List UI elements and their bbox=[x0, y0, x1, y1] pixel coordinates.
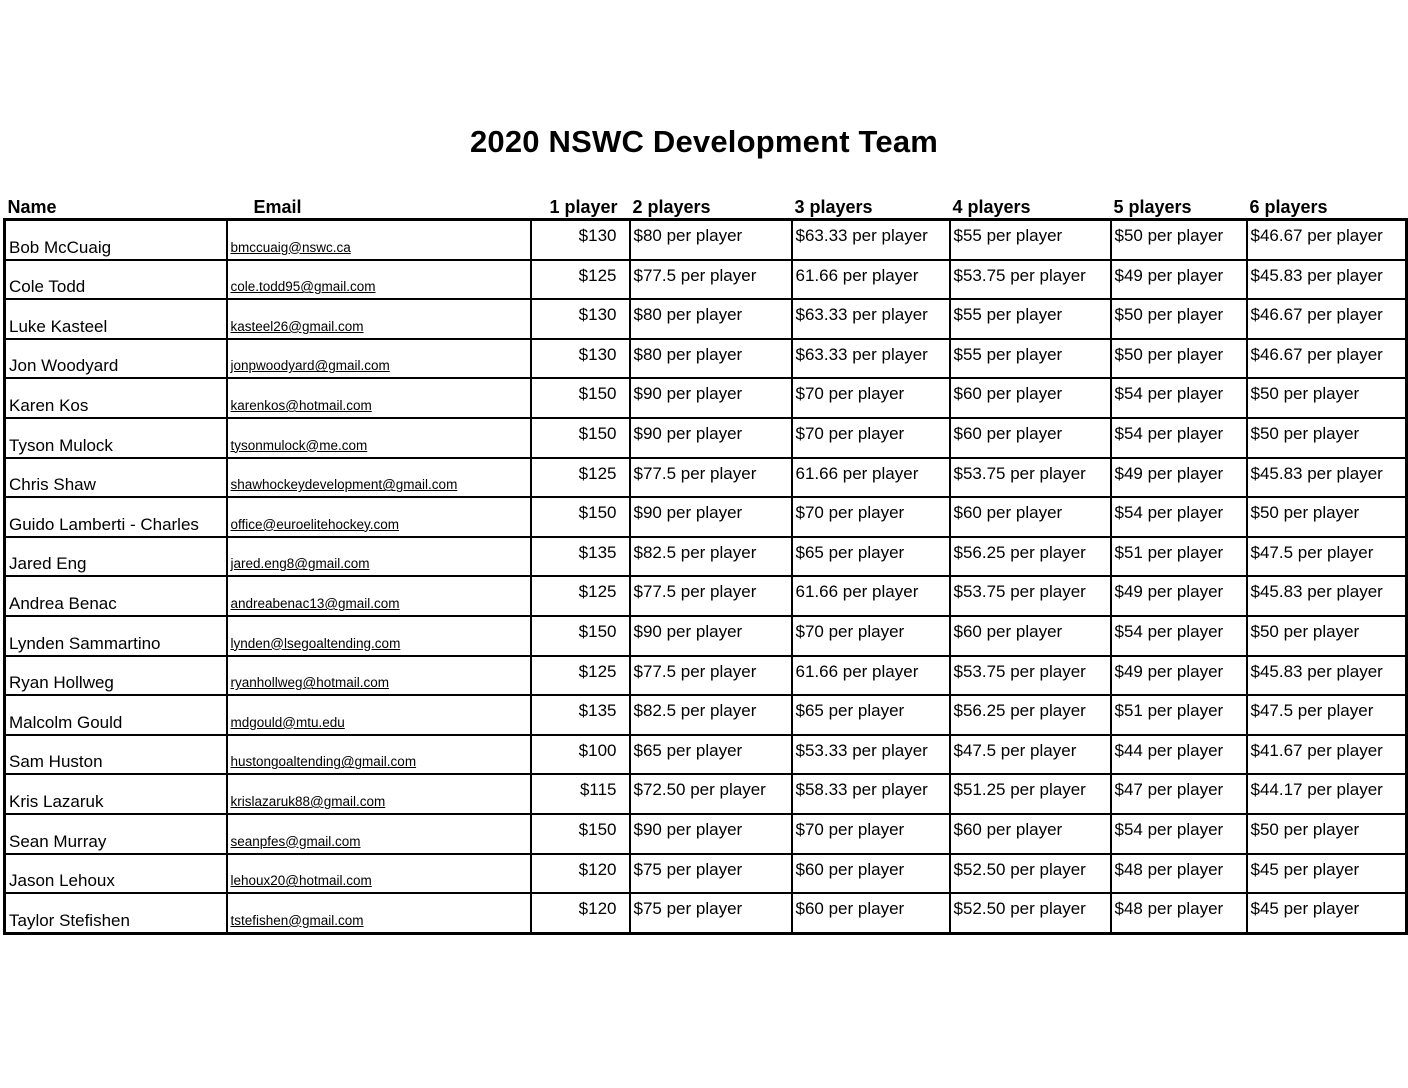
email-cell bbox=[227, 774, 531, 814]
price-6-players: $45.83 per player bbox=[1247, 458, 1407, 498]
header-row bbox=[5, 193, 1407, 220]
price-1-player: $150 bbox=[531, 616, 630, 656]
price-1-player: $125 bbox=[531, 576, 630, 616]
price-5-players: $47 per player bbox=[1111, 774, 1247, 814]
price-4-players: $53.75 per player bbox=[950, 458, 1111, 498]
price-4-players: $53.75 per player bbox=[950, 576, 1111, 616]
price-6-players: $45.83 per player bbox=[1247, 576, 1407, 616]
price-2-players: $90 per player bbox=[630, 378, 792, 418]
price-6-players: $44.17 per player bbox=[1247, 774, 1407, 814]
price-2-players: $90 per player bbox=[630, 616, 792, 656]
price-4-players: $53.75 per player bbox=[950, 656, 1111, 696]
price-6-players: $45.83 per player bbox=[1247, 656, 1407, 696]
price-2-players: $75 per player bbox=[630, 893, 792, 933]
price-3-players: $60 per player bbox=[792, 893, 950, 933]
price-6-players: $45 per player bbox=[1247, 854, 1407, 894]
email-link[interactable]: office@euroelitehockey.com bbox=[230, 516, 400, 532]
price-6-players: $50 per player bbox=[1247, 497, 1407, 537]
price-4-players: $60 per player bbox=[950, 814, 1111, 854]
price-4-players: $52.50 per player bbox=[950, 893, 1111, 933]
price-2-players: $77.5 per player bbox=[630, 260, 792, 300]
table-row bbox=[5, 497, 1407, 537]
email-link[interactable]: jonpwoodyard@gmail.com bbox=[230, 358, 390, 374]
price-3-players: $53.33 per player bbox=[792, 735, 950, 775]
table-row bbox=[5, 220, 1407, 260]
price-3-players: $70 per player bbox=[792, 814, 950, 854]
price-5-players: $44 per player bbox=[1111, 735, 1247, 775]
header-5-players: 5 players bbox=[1113, 197, 1192, 217]
price-2-players: $77.5 per player bbox=[630, 458, 792, 498]
table-row bbox=[5, 774, 1407, 814]
coach-name: Sean Murray bbox=[5, 814, 227, 854]
table-row bbox=[5, 260, 1407, 300]
email-cell bbox=[227, 695, 531, 735]
price-3-players: $65 per player bbox=[792, 695, 950, 735]
price-3-players: $63.33 per player bbox=[792, 299, 950, 339]
price-6-players: $45.83 per player bbox=[1247, 260, 1407, 300]
coach-name: Luke Kasteel bbox=[5, 299, 227, 339]
price-4-players: $52.50 per player bbox=[950, 854, 1111, 894]
email-link[interactable]: mdgould@mtu.edu bbox=[230, 714, 345, 730]
price-5-players: $54 per player bbox=[1111, 814, 1247, 854]
coach-name: Jared Eng bbox=[5, 537, 227, 577]
price-1-player: $120 bbox=[531, 854, 630, 894]
price-1-player: $135 bbox=[531, 695, 630, 735]
price-5-players: $51 per player bbox=[1111, 695, 1247, 735]
email-link[interactable]: tstefishen@gmail.com bbox=[230, 912, 364, 928]
price-6-players: $46.67 per player bbox=[1247, 339, 1407, 379]
email-cell bbox=[227, 339, 531, 379]
price-3-players: $70 per player bbox=[792, 616, 950, 656]
table-row bbox=[5, 537, 1407, 577]
email-link[interactable]: andreabenac13@gmail.com bbox=[230, 595, 400, 611]
email-cell bbox=[227, 537, 531, 577]
table-row bbox=[5, 576, 1407, 616]
price-6-players: $47.5 per player bbox=[1247, 695, 1407, 735]
email-link[interactable]: jared.eng8@gmail.com bbox=[230, 556, 370, 572]
email-link[interactable]: lynden@lsegoaltending.com bbox=[230, 635, 401, 651]
price-5-players: $49 per player bbox=[1111, 576, 1247, 616]
coach-name: Karen Kos bbox=[5, 378, 227, 418]
price-6-players: $50 per player bbox=[1247, 378, 1407, 418]
table-row bbox=[5, 418, 1407, 458]
price-3-players: $63.33 per player bbox=[792, 220, 950, 260]
price-1-player: $120 bbox=[531, 893, 630, 933]
coach-name: Cole Todd bbox=[5, 260, 227, 300]
email-cell bbox=[227, 458, 531, 498]
price-4-players: $55 per player bbox=[950, 299, 1111, 339]
price-2-players: $90 per player bbox=[630, 497, 792, 537]
email-cell bbox=[227, 735, 531, 775]
price-6-players: $46.67 per player bbox=[1247, 299, 1407, 339]
coach-name: Ryan Hollweg bbox=[5, 656, 227, 696]
price-2-players: $80 per player bbox=[630, 220, 792, 260]
price-5-players: $49 per player bbox=[1111, 656, 1247, 696]
email-link[interactable]: shawhockeydevelopment@gmail.com bbox=[230, 477, 458, 493]
coach-name: Malcolm Gould bbox=[5, 695, 227, 735]
email-link[interactable]: ryanhollweg@hotmail.com bbox=[230, 675, 390, 691]
price-2-players: $82.5 per player bbox=[630, 695, 792, 735]
price-1-player: $130 bbox=[531, 299, 630, 339]
email-cell bbox=[227, 418, 531, 458]
table-row bbox=[5, 695, 1407, 735]
price-2-players: $80 per player bbox=[630, 299, 792, 339]
coach-name: Taylor Stefishen bbox=[5, 893, 227, 933]
price-1-player: $100 bbox=[531, 735, 630, 775]
table-row bbox=[5, 854, 1407, 894]
email-cell bbox=[227, 260, 531, 300]
price-4-players: $56.25 per player bbox=[950, 695, 1111, 735]
price-3-players: $60 per player bbox=[792, 854, 950, 894]
price-3-players: 61.66 per player bbox=[792, 260, 950, 300]
price-2-players: $75 per player bbox=[630, 854, 792, 894]
table-row bbox=[5, 814, 1407, 854]
price-1-player: $130 bbox=[531, 339, 630, 379]
price-5-players: $54 per player bbox=[1111, 418, 1247, 458]
email-cell bbox=[227, 220, 531, 260]
price-4-players: $55 per player bbox=[950, 339, 1111, 379]
price-6-players: $50 per player bbox=[1247, 418, 1407, 458]
email-cell bbox=[227, 656, 531, 696]
price-6-players: $47.5 per player bbox=[1247, 537, 1407, 577]
table-row bbox=[5, 339, 1407, 379]
price-4-players: $55 per player bbox=[950, 220, 1111, 260]
email-cell bbox=[227, 299, 531, 339]
price-1-player: $150 bbox=[531, 378, 630, 418]
header-name: Name bbox=[7, 197, 57, 217]
price-4-players: $56.25 per player bbox=[950, 537, 1111, 577]
table-row bbox=[5, 616, 1407, 656]
page-title: 2020 NSWC Development Team bbox=[469, 124, 939, 159]
price-2-players: $65 per player bbox=[630, 735, 792, 775]
coach-name: Kris Lazaruk bbox=[5, 774, 227, 814]
price-6-players: $50 per player bbox=[1247, 616, 1407, 656]
price-3-players: 61.66 per player bbox=[792, 656, 950, 696]
table-row bbox=[5, 299, 1407, 339]
price-3-players: $70 per player bbox=[792, 378, 950, 418]
price-3-players: $63.33 per player bbox=[792, 339, 950, 379]
price-5-players: $49 per player bbox=[1111, 260, 1247, 300]
price-2-players: $80 per player bbox=[630, 339, 792, 379]
header-email: Email bbox=[253, 197, 302, 217]
coach-name: Bob McCuaig bbox=[5, 220, 227, 260]
email-cell bbox=[227, 616, 531, 656]
price-3-players: $70 per player bbox=[792, 497, 950, 537]
table-row bbox=[5, 458, 1407, 498]
coach-name: Sam Huston bbox=[5, 735, 227, 775]
price-4-players: $53.75 per player bbox=[950, 260, 1111, 300]
price-5-players: $51 per player bbox=[1111, 537, 1247, 577]
price-4-players: $47.5 per player bbox=[950, 735, 1111, 775]
email-cell bbox=[227, 576, 531, 616]
price-4-players: $60 per player bbox=[950, 616, 1111, 656]
price-4-players: $60 per player bbox=[950, 378, 1111, 418]
price-5-players: $50 per player bbox=[1111, 339, 1247, 379]
price-1-player: $150 bbox=[531, 418, 630, 458]
pricing-table bbox=[3, 193, 1408, 935]
price-5-players: $50 per player bbox=[1111, 299, 1247, 339]
price-2-players: $77.5 per player bbox=[630, 656, 792, 696]
header-2-players: 2 players bbox=[632, 197, 711, 217]
price-5-players: $50 per player bbox=[1111, 220, 1247, 260]
price-1-player: $150 bbox=[531, 497, 630, 537]
price-1-player: $115 bbox=[531, 774, 630, 814]
header-6-players: 6 players bbox=[1249, 197, 1328, 217]
coach-name: Guido Lamberti - Charles bbox=[5, 497, 227, 537]
email-link[interactable]: lehoux20@hotmail.com bbox=[230, 873, 372, 889]
price-2-players: $82.5 per player bbox=[630, 537, 792, 577]
email-link[interactable]: krislazaruk88@gmail.com bbox=[230, 793, 386, 809]
price-1-player: $130 bbox=[531, 220, 630, 260]
header-1-player: 1 player bbox=[549, 197, 618, 217]
price-2-players: $90 per player bbox=[630, 814, 792, 854]
price-1-player: $125 bbox=[531, 656, 630, 696]
price-6-players: $45 per player bbox=[1247, 893, 1407, 933]
header-3-players: 3 players bbox=[794, 197, 873, 217]
coach-name: Tyson Mulock bbox=[5, 418, 227, 458]
price-3-players: $65 per player bbox=[792, 537, 950, 577]
price-5-players: $49 per player bbox=[1111, 458, 1247, 498]
email-link[interactable]: cole.todd95@gmail.com bbox=[230, 279, 376, 295]
header-4-players: 4 players bbox=[952, 197, 1031, 217]
coach-name: Jon Woodyard bbox=[5, 339, 227, 379]
table-body bbox=[5, 220, 1407, 934]
price-5-players: $54 per player bbox=[1111, 497, 1247, 537]
price-1-player: $125 bbox=[531, 458, 630, 498]
price-4-players: $60 per player bbox=[950, 418, 1111, 458]
table-row bbox=[5, 378, 1407, 418]
email-link[interactable]: hustongoaltending@gmail.com bbox=[230, 754, 417, 770]
email-cell bbox=[227, 378, 531, 418]
price-5-players: $54 per player bbox=[1111, 378, 1247, 418]
email-cell bbox=[227, 814, 531, 854]
price-3-players: 61.66 per player bbox=[792, 576, 950, 616]
coach-name: Andrea Benac bbox=[5, 576, 227, 616]
price-5-players: $48 per player bbox=[1111, 854, 1247, 894]
price-1-player: $135 bbox=[531, 537, 630, 577]
price-5-players: $48 per player bbox=[1111, 893, 1247, 933]
price-4-players: $60 per player bbox=[950, 497, 1111, 537]
email-link[interactable]: seanpfes@gmail.com bbox=[230, 833, 361, 849]
price-2-players: $90 per player bbox=[630, 418, 792, 458]
price-4-players: $51.25 per player bbox=[950, 774, 1111, 814]
price-2-players: $77.5 per player bbox=[630, 576, 792, 616]
coach-name: Lynden Sammartino bbox=[5, 616, 227, 656]
email-link[interactable]: kasteel26@gmail.com bbox=[230, 318, 364, 334]
price-3-players: $70 per player bbox=[792, 418, 950, 458]
price-1-player: $150 bbox=[531, 814, 630, 854]
email-cell bbox=[227, 497, 531, 537]
table-row bbox=[5, 893, 1407, 933]
price-3-players: $58.33 per player bbox=[792, 774, 950, 814]
email-cell bbox=[227, 893, 531, 933]
email-link[interactable]: bmccuaig@nswc.ca bbox=[230, 239, 351, 255]
price-6-players: $41.67 per player bbox=[1247, 735, 1407, 775]
coach-name: Chris Shaw bbox=[5, 458, 227, 498]
email-link[interactable]: karenkos@hotmail.com bbox=[230, 397, 372, 413]
price-6-players: $46.67 per player bbox=[1247, 220, 1407, 260]
price-2-players: $72.50 per player bbox=[630, 774, 792, 814]
coach-name: Jason Lehoux bbox=[5, 854, 227, 894]
price-5-players: $54 per player bbox=[1111, 616, 1247, 656]
price-3-players: 61.66 per player bbox=[792, 458, 950, 498]
table-row bbox=[5, 656, 1407, 696]
email-link[interactable]: tysonmulock@me.com bbox=[230, 437, 368, 453]
table-row bbox=[5, 735, 1407, 775]
price-1-player: $125 bbox=[531, 260, 630, 300]
email-cell bbox=[227, 854, 531, 894]
price-6-players: $50 per player bbox=[1247, 814, 1407, 854]
